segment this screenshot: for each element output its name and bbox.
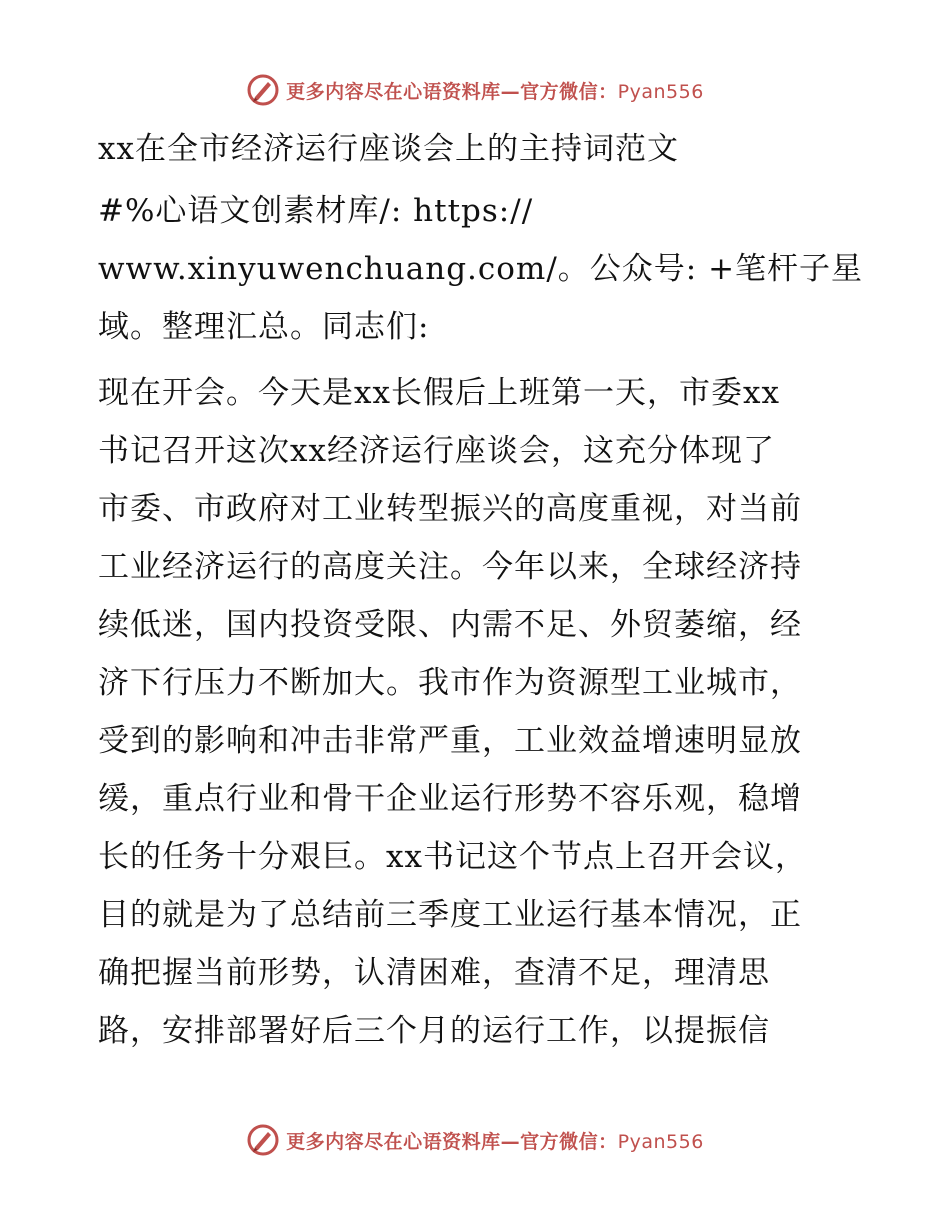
body-line: 市委、市政府对工业转型振兴的高度重视，对当前 [98, 491, 802, 527]
body-line: 路，安排部署好后三个月的运行工作，以提振信 [98, 1013, 770, 1049]
body-line: 目的就是为了总结前三季度工业运行基本情况，正 [98, 897, 802, 933]
footer-watermark [0, 1120, 950, 1160]
body-line: 书记召开这次xx经济运行座谈会，这充分体现了 [98, 433, 775, 469]
quill-logo-icon [246, 1123, 280, 1157]
quill-logo-icon [246, 73, 280, 107]
body-line: 现在开会。今天是xx长假后上班第一天，市委xx [98, 375, 780, 411]
header-watermark [0, 70, 950, 110]
body-line: 受到的影响和冲击非常严重，工业效益增速明显放 [98, 723, 802, 759]
watermark-text: 更多内容尽在心语资料库—官方微信：Pyan556 [286, 1130, 704, 1153]
body-line: 续低迷，国内投资受限、内需不足、外贸萎缩，经 [98, 607, 802, 643]
intro-line: www.xinyuwenchuang.com/。公众号: +笔杆子星 [98, 251, 864, 287]
intro-line: #%心语文创素材库/: https:// [98, 193, 534, 229]
intro-line: 域。整理汇总。同志们: [98, 309, 430, 345]
body-line: 济下行压力不断加大。我市作为资源型工业城市， [98, 665, 802, 701]
body-paragraph [98, 364, 858, 1060]
intro-paragraph [98, 182, 864, 356]
watermark-text: 更多内容尽在心语资料库—官方微信：Pyan556 [286, 80, 704, 103]
body-line: 确把握当前形势，认清困难，查清不足，理清思 [98, 955, 770, 991]
document-title: xx在全市经济运行座谈会上的主持词范文 [98, 131, 679, 167]
body-line: 工业经济运行的高度关注。今年以来，全球经济持 [98, 549, 802, 585]
document-body [98, 120, 864, 1060]
body-line: 长的任务十分艰巨。xx书记这个节点上召开会议， [98, 839, 807, 875]
body-line: 缓，重点行业和骨干企业运行形势不容乐观，稳增 [98, 781, 802, 817]
